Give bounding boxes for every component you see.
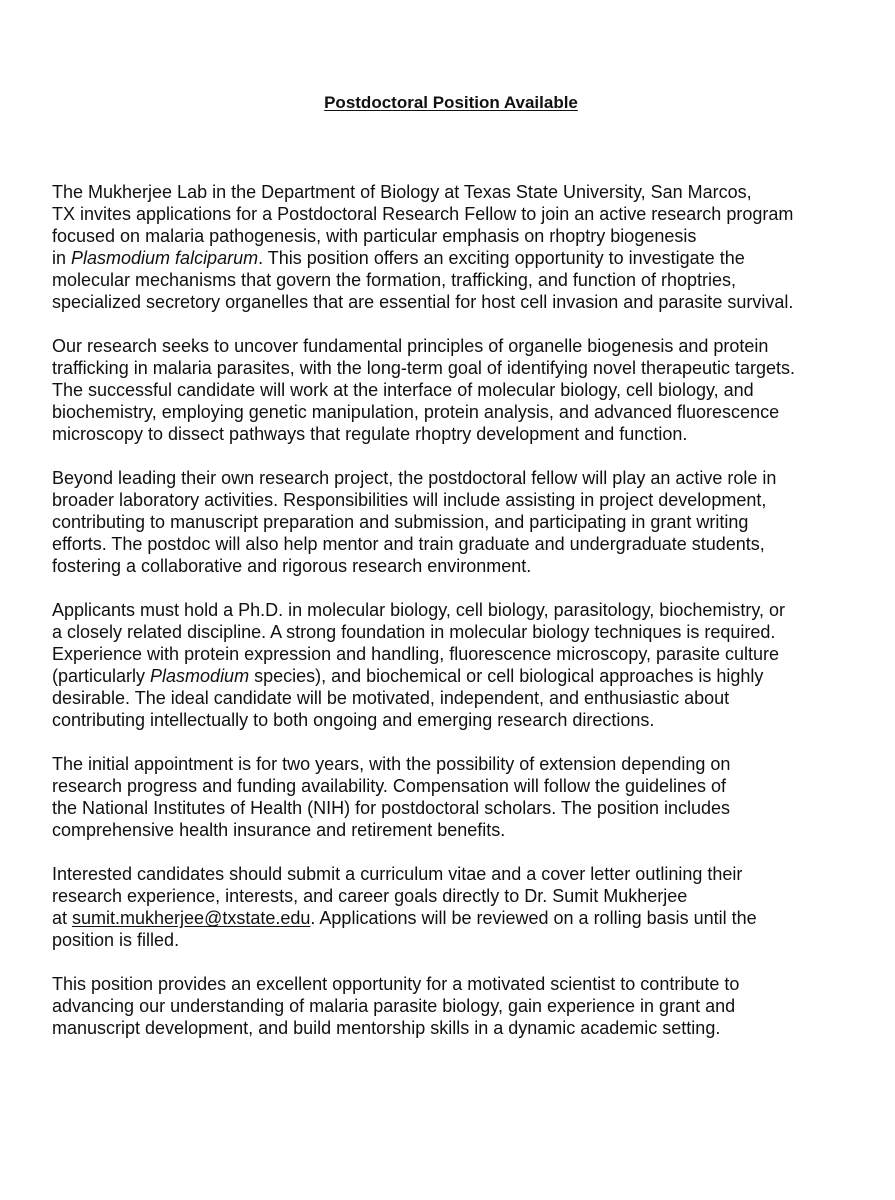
text-line <box>52 247 862 269</box>
text-line: The successful candidate will work at the interface of molecular biology, cell biology, and <box>52 380 754 400</box>
text-line: Beyond leading their own research project, the postdoctoral fellow will play an active role in <box>52 468 777 488</box>
text-line: This position provides an excellent opportunity for a motivated scientist to contribute to <box>52 974 740 994</box>
text-line: Our research seeks to uncover fundamental principles of organelle biogenesis and protein <box>52 336 769 356</box>
text-line: position is filled. <box>52 930 180 950</box>
species-name: Plasmodium <box>150 666 250 686</box>
paragraph-research <box>52 335 862 445</box>
paragraph-intro <box>52 181 862 313</box>
contact-email-link[interactable]: sumit.mukherjee@txstate.edu <box>72 908 311 928</box>
text-line: fostering a collaborative and rigorous research environment. <box>52 556 532 576</box>
text-line: focused on malaria pathogenesis, with particular emphasis on rhoptry biogenesis <box>52 226 697 246</box>
text-line: desirable. The ideal candidate will be motivated, independent, and enthusiastic about <box>52 688 730 708</box>
document-body <box>52 181 862 1061</box>
text-line: research experience, interests, and career goals directly to Dr. Sumit Mukherjee <box>52 886 688 906</box>
text-line: contributing intellectually to both ongoing and emerging research directions. <box>52 710 655 730</box>
paragraph-responsibilities <box>52 467 862 577</box>
page-title: Postdoctoral Position Available <box>324 93 578 112</box>
text-line: efforts. The postdoc will also help mentor and train graduate and undergraduate students, <box>52 534 765 554</box>
text-line: advancing our understanding of malaria parasite biology, gain experience in grant and <box>52 996 736 1016</box>
text-line: trafficking in malaria parasites, with the long-term goal of identifying novel therapeutic targets. <box>52 358 796 378</box>
text-line: broader laboratory activities. Responsibilities will include assisting in project development, <box>52 490 767 510</box>
text-line: the National Institutes of Health (NIH) for postdoctoral scholars. The position includes <box>52 798 731 818</box>
text-line: specialized secretory organelles that are essential for host cell invasion and parasite survival. <box>52 292 794 312</box>
paragraph-application <box>52 863 862 951</box>
text-line: a closely related discipline. A strong foundation in molecular biology techniques is required. <box>52 622 776 642</box>
text-line <box>52 665 862 687</box>
text-run: species), and biochemical or cell biological approaches is highly <box>249 666 764 686</box>
text-line: biochemistry, employing genetic manipulation, protein analysis, and advanced fluorescence <box>52 402 780 422</box>
text-line <box>52 907 862 929</box>
text-line: molecular mechanisms that govern the formation, trafficking, and function of rhoptries, <box>52 270 737 290</box>
text-run: in <box>52 248 72 268</box>
text-line: comprehensive health insurance and retirement benefits. <box>52 820 506 840</box>
text-run: (particularly <box>52 666 151 686</box>
paragraph-closing <box>52 973 862 1039</box>
text-line: Experience with protein expression and handling, fluorescence microscopy, parasite culture <box>52 644 780 664</box>
text-line: manuscript development, and build mentorship skills in a dynamic academic setting. <box>52 1018 721 1038</box>
text-line: contributing to manuscript preparation and submission, and participating in grant writing <box>52 512 749 532</box>
text-line: microscopy to dissect pathways that regulate rhoptry development and function. <box>52 424 688 444</box>
paragraph-qualifications <box>52 599 862 731</box>
text-run: at <box>52 908 73 928</box>
text-run: . Applications will be reviewed on a rolling basis until the <box>310 908 757 928</box>
text-line: Applicants must hold a Ph.D. in molecular biology, cell biology, parasitology, biochemistry, or <box>52 600 786 620</box>
text-line: research progress and funding availability. Compensation will follow the guidelines of <box>52 776 727 796</box>
text-run: . This position offers an exciting opportunity to investigate the <box>258 248 745 268</box>
text-line: The initial appointment is for two years, with the possibility of extension depending on <box>52 754 731 774</box>
text-line: Interested candidates should submit a curriculum vitae and a cover letter outlining their <box>52 864 743 884</box>
species-name: Plasmodium falciparum <box>71 248 259 268</box>
text-line: The Mukherjee Lab in the Department of Biology at Texas State University, San Marcos, <box>52 182 752 202</box>
text-line: TX invites applications for a Postdoctoral Research Fellow to join an active research program <box>52 204 794 224</box>
paragraph-appointment <box>52 753 862 841</box>
